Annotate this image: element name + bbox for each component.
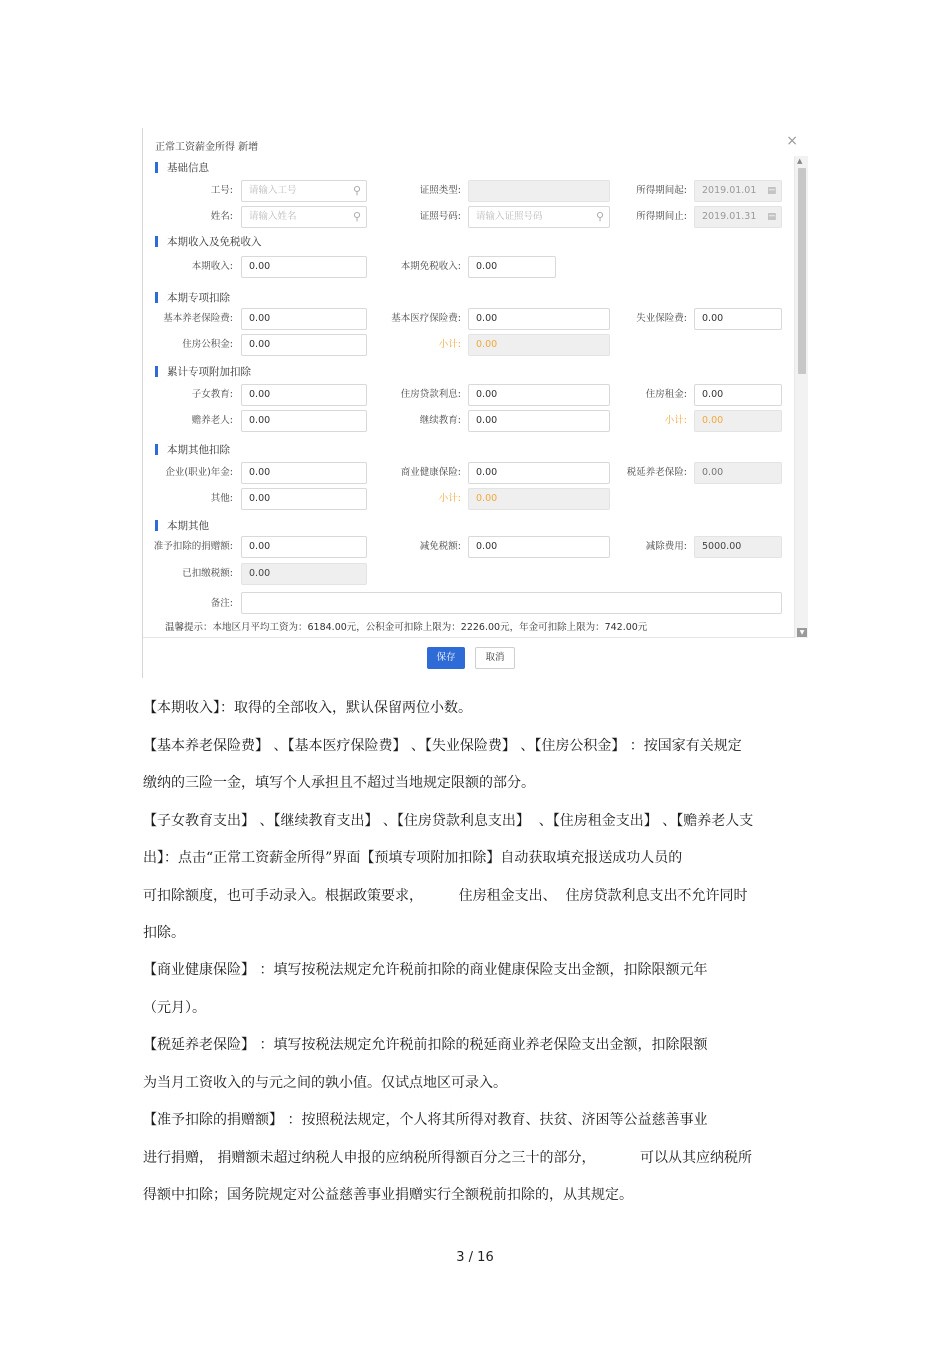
pension-input[interactable]: 0.00 — [241, 308, 367, 330]
id-no-label: 证照号码: — [419, 211, 461, 222]
doc-line: 缴纳的三险一金，填写个人承担且不超过当地规定限额的部分。 — [143, 775, 535, 791]
doc-line: 进行捐赠， 捐赠额未超过纳税人申报的应纳税所得额百分之三十的部分， 可以从其应纳税所 — [143, 1150, 752, 1166]
id-type-select[interactable] — [468, 180, 610, 202]
doc-line: 可扣除额度，也可手动录入。根据政策要求， 住房租金支出、 住房贷款利息支出不允许同时 — [143, 888, 748, 904]
tax-free-input[interactable]: 0.00 — [468, 256, 556, 278]
section-basic-info: 基础信息 — [155, 160, 209, 176]
section-income: 本期收入及免税收入 — [155, 234, 262, 250]
housing-fund-input[interactable]: 0.00 — [241, 334, 367, 356]
deferred-pension-label: 税延养老保险: — [626, 467, 687, 478]
subtotal-label: 小计: — [664, 415, 687, 426]
id-no-input[interactable]: 请输入证照号码 ⚲ — [468, 206, 610, 228]
name-input[interactable]: 请输入姓名 ⚲ — [241, 206, 367, 228]
rent-label: 住房租金: — [645, 389, 687, 400]
withheld-tax-value: 0.00 — [241, 563, 367, 585]
deferred-pension-input[interactable]: 0.00 — [694, 462, 782, 484]
tax-entry-dialog — [142, 128, 807, 678]
section-additional-deduction: 累计专项附加扣除 — [155, 364, 251, 380]
period-end-label: 所得期间止: — [636, 211, 687, 222]
period-start-label: 所得期间起: — [636, 185, 687, 196]
doc-line: 【本期收入】：取得的全部收入，默认保留两位小数。 — [143, 700, 472, 716]
income-input[interactable]: 0.00 — [241, 256, 367, 278]
doc-line: 得额中扣除；国务院规定对公益慈善事业捐赠实行全额税前扣除的，从其规定。 — [143, 1187, 633, 1203]
other-subtotal-value: 0.00 — [468, 488, 610, 510]
period-start-date[interactable]: 2019.01.01 ▤ — [694, 180, 782, 202]
annuity-label: 企业(职业)年金: — [165, 467, 233, 478]
cancel-button[interactable]: 取消 — [475, 647, 515, 669]
section-other-deduction: 本期其他扣除 — [155, 442, 230, 458]
doc-line: 为当月工资收入的与元之间的孰小值。仅试点地区可录入。 — [143, 1075, 507, 1091]
deduction-fee-label: 减除费用: — [645, 541, 687, 552]
dialog-body — [143, 156, 808, 638]
calendar-icon: ▤ — [767, 186, 776, 196]
income-label: 本期收入: — [191, 261, 233, 272]
section-other: 本期其他 — [155, 518, 209, 534]
elderly-input[interactable]: 0.00 — [241, 410, 367, 432]
scroll-down-arrow-icon[interactable]: ▼ — [797, 628, 807, 637]
tax-relief-label: 减免税额: — [419, 541, 461, 552]
scroll-up-arrow-icon[interactable]: ▲ — [797, 157, 803, 165]
subtotal-label: 小计: — [438, 339, 461, 350]
children-edu-input[interactable]: 0.00 — [241, 384, 367, 406]
doc-line: （元月）。 — [143, 1000, 206, 1016]
other-label: 其他: — [210, 493, 233, 504]
health-insurance-label: 商业健康保险: — [400, 467, 461, 478]
withheld-tax-label: 已扣缴税额: — [182, 568, 233, 579]
deduction-fee-value: 5000.00 — [694, 536, 782, 558]
remark-input[interactable] — [241, 592, 782, 614]
tax-relief-input[interactable]: 0.00 — [468, 536, 610, 558]
vertical-scrollbar[interactable] — [794, 156, 808, 638]
doc-line: 扣除。 — [143, 925, 185, 941]
medical-input[interactable]: 0.00 — [468, 308, 610, 330]
donation-input[interactable]: 0.00 — [241, 536, 367, 558]
save-button[interactable]: 保存 — [427, 647, 465, 669]
page-number: 3 / 16 — [456, 1250, 494, 1265]
section-special-deduction: 本期专项扣除 — [155, 290, 230, 306]
name-label: 姓名: — [210, 211, 233, 222]
search-icon[interactable]: ⚲ — [352, 184, 361, 197]
donation-label: 准予扣除的捐赠额: — [153, 541, 233, 552]
additional-subtotal-value: 0.00 — [694, 410, 782, 432]
doc-line: 【税延养老保险】 ：填写按税法规定允许税前扣除的税延商业养老保险支出金额，扣除限额 — [143, 1037, 708, 1053]
health-insurance-input[interactable]: 0.00 — [468, 462, 610, 484]
unemployment-label: 失业保险费: — [636, 313, 687, 324]
medical-label: 基本医疗保险费: — [391, 313, 461, 324]
search-icon[interactable]: ⚲ — [595, 210, 604, 223]
housing-fund-label: 住房公积金: — [182, 339, 233, 350]
dialog-header — [143, 128, 808, 156]
tax-free-label: 本期免税收入: — [400, 261, 461, 272]
doc-line: 【基本养老保险费】 、【基本医疗保险费】 、【失业保险费】 、【住房公积金】 ：按国家有关规定 — [143, 738, 742, 754]
period-end-date[interactable]: 2019.01.31 ▤ — [694, 206, 782, 228]
continuing-edu-input[interactable]: 0.00 — [468, 410, 610, 432]
pension-label: 基本养老保险费: — [163, 313, 233, 324]
annuity-input[interactable]: 0.00 — [241, 462, 367, 484]
scroll-thumb[interactable] — [798, 168, 806, 374]
mortgage-interest-input[interactable]: 0.00 — [468, 384, 610, 406]
doc-line: 【子女教育支出】 、【继续教育支出】 、【住房贷款利息支出】 、【住房租金支出】 、【赡养老人支 — [143, 813, 754, 829]
emp-no-label: 工号: — [210, 185, 233, 196]
children-edu-label: 子女教育: — [191, 389, 233, 400]
id-type-label: 证照类型: — [419, 185, 461, 196]
emp-no-input[interactable]: 请输入工号 ⚲ — [241, 180, 367, 202]
remark-label: 备注: — [210, 598, 233, 609]
doc-line: 【准予扣除的捐赠额】 ：按照税法规定，个人将其所得对教育、扶贫、济困等公益慈善事业 — [143, 1112, 708, 1128]
rent-input[interactable]: 0.00 — [694, 384, 782, 406]
doc-line: 出】：点击“正常工资薪金所得”界面【预填专项附加扣除】自动获取填充报送成功人员的 — [143, 850, 683, 866]
dialog-title: 正常工资薪金所得 新增 — [155, 142, 259, 153]
elderly-label: 赡养老人: — [191, 415, 233, 426]
search-icon[interactable]: ⚲ — [352, 210, 361, 223]
unemployment-input[interactable]: 0.00 — [694, 308, 782, 330]
other-input[interactable]: 0.00 — [241, 488, 367, 510]
subtotal-label: 小计: — [438, 493, 461, 504]
continuing-edu-label: 继续教育: — [419, 415, 461, 426]
calendar-icon: ▤ — [767, 212, 776, 222]
close-icon[interactable]: × — [786, 133, 798, 149]
doc-line: 【商业健康保险】 ：填写按税法规定允许税前扣除的商业健康保险支出金额，扣除限额元年 — [143, 962, 708, 978]
hint-text: 温馨提示：本地区月平均工资为：6184.00元，公积金可扣除上限为：2226.00元，年金可扣除上限为：742.00元 — [165, 622, 648, 633]
mortgage-interest-label: 住房贷款利息: — [400, 389, 461, 400]
special-subtotal-value: 0.00 — [468, 334, 610, 356]
